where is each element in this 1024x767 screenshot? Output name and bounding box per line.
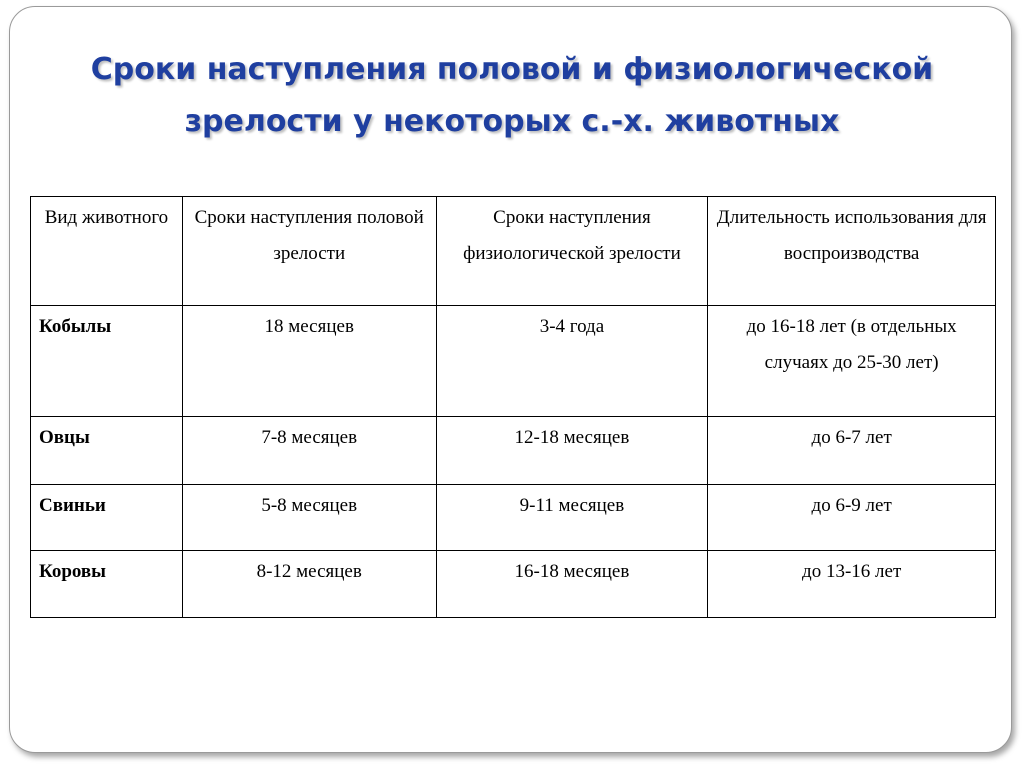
slide-title [0,44,1024,148]
cell-physiological-maturity: 16-18 месяцев [436,551,708,618]
cell-animal: Свиньи [31,485,183,551]
table-row [31,306,996,417]
cell-breeding-duration: до 13-16 лет [708,551,996,618]
maturity-table [30,196,996,618]
cell-breeding-duration: до 16-18 лет (в отдельных случаях до 25-30 лет) [708,306,996,417]
cell-sexual-maturity: 5-8 месяцев [182,485,436,551]
header-sexual-maturity: Сроки наступления половой зрелости [182,197,436,306]
cell-physiological-maturity: 3-4 года [436,306,708,417]
cell-animal: Овцы [31,417,183,485]
cell-sexual-maturity: 7-8 месяцев [182,417,436,485]
header-breeding-duration: Длительность использования для воспроизводства [708,197,996,306]
title-line-2: зрелости у некоторых с.-х. животных [184,104,840,139]
cell-breeding-duration: до 6-7 лет [708,417,996,485]
cell-physiological-maturity: 12-18 месяцев [436,417,708,485]
cell-animal: Коровы [31,551,183,618]
table-header-row [31,197,996,306]
table-row [31,551,996,618]
cell-sexual-maturity: 8-12 месяцев [182,551,436,618]
title-line-1: Сроки наступления половой и физиологической [90,52,934,87]
cell-animal: Кобылы [31,306,183,417]
table-row [31,485,996,551]
cell-sexual-maturity: 18 месяцев [182,306,436,417]
header-animal: Вид животного [31,197,183,306]
cell-breeding-duration: до 6-9 лет [708,485,996,551]
cell-physiological-maturity: 9-11 месяцев [436,485,708,551]
table-row [31,417,996,485]
header-physiological-maturity: Сроки наступления физиологической зрелости [436,197,708,306]
